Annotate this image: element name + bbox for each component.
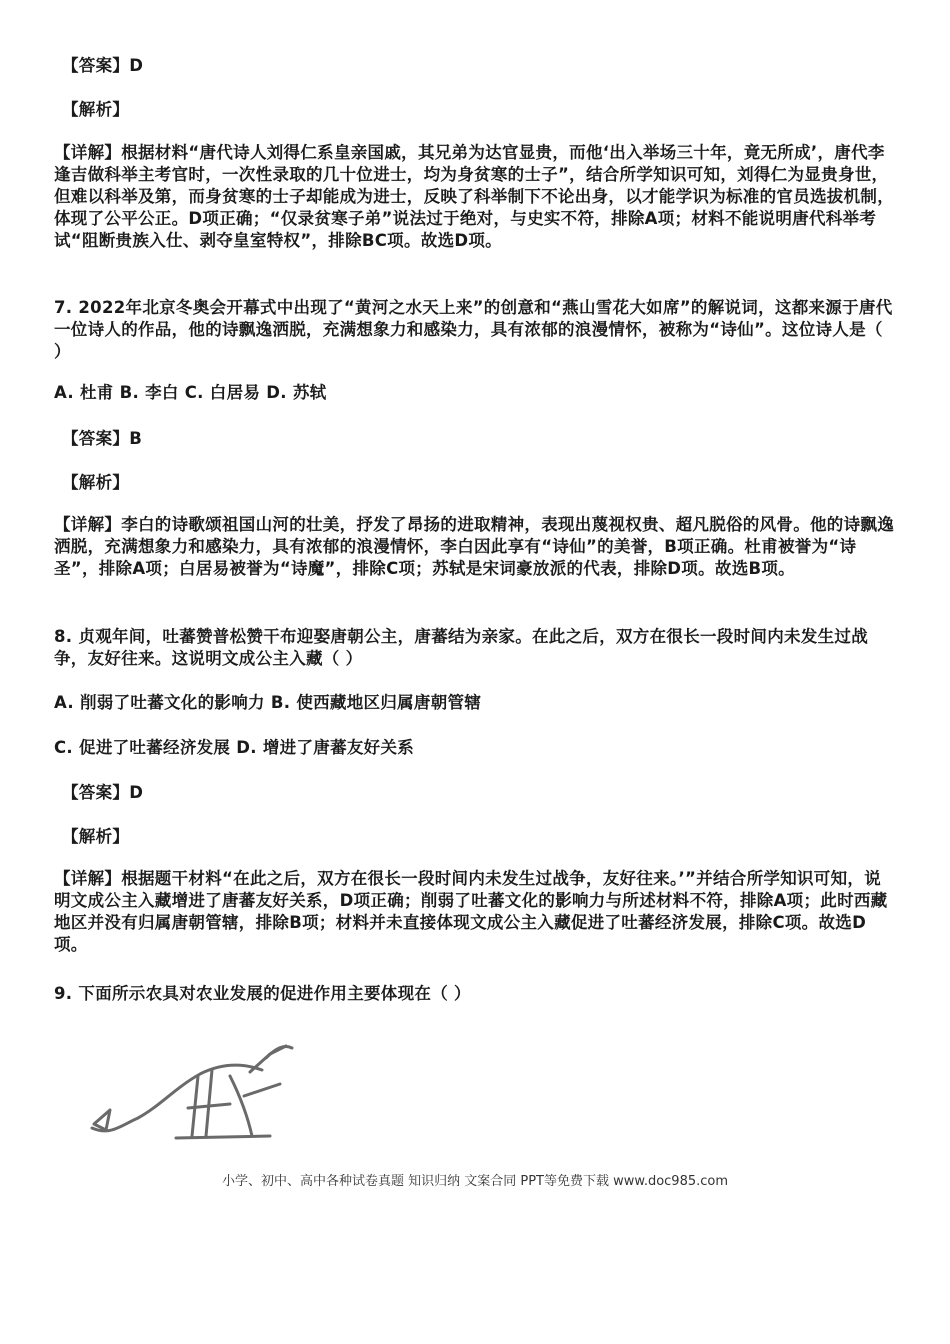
q6-analysis-heading: 【解析】 — [62, 100, 130, 119]
q8-options-row-1: A. 削弱了吐蕃文化的影响力 B. 使西藏地区归属唐朝管辖 — [54, 693, 482, 712]
q8-analysis-heading: 【解析】 — [62, 827, 130, 846]
q7-stem: 7. 2022年北京冬奥会开幕式中出现了“黄河之水天上来”的创意和“燕山雪花大如席”的解说词，这都来源于唐代一位诗人的作品，他的诗飘逸洒脱，充满想象力和感染力，具有浓郁的浪漫情怀，被称为“诗仙”。这位诗人是（ ） — [54, 298, 893, 361]
q7-answer: 【答案】B — [62, 429, 143, 448]
q8-answer: 【答案】D — [62, 783, 144, 802]
q6-answer: 【答案】D — [62, 56, 144, 75]
q8-stem: 8. 贞观年间，吐蕃赞普松赞干布迎娶唐朝公主，唐蕃结为亲家。在此之后，双方在很长一段时间内未发生过战争，友好往来。这说明文成公主入藏（ ） — [54, 627, 868, 668]
page-footer: 小学、初中、高中各种试卷真题 知识归纳 文案合同 PPT等免费下载 www.doc985.com — [221, 1174, 729, 1189]
q9-stem: 9. 下面所示农具对农业发展的促进作用主要体现在（ ） — [54, 984, 471, 1003]
q7-options: A. 杜甫 B. 李白 C. 白居易 D. 苏轼 — [54, 383, 327, 402]
q7-detail: 【详解】李白的诗歌颂祖国山河的壮美，抒发了昂扬的进取精神，表现出蔑视权贵、超凡脱俗的风骨。他的诗飘逸洒脱，充满想象力和感染力，具有浓郁的浪漫情怀，李白因此享有“诗仙”的美誉，B项正确。杜甫被誉为“诗圣”，排除A项；白居易被誉为“诗魔”，排除C项；苏轼是宋词豪放派的代表，排除D项。故选B项。 — [54, 515, 894, 578]
q7-analysis-heading: 【解析】 — [62, 473, 130, 492]
q8-detail: 【详解】根据题干材料“在此之后，双方在很长一段时间内未发生过战争，友好往来。’”并结合所学知识可知，说明文成公主入藏增进了唐蕃友好关系，D项正确；削弱了吐蕃文化的影响力与所述材料不符，排除A项；此时西藏地区并没有归属唐朝管辖，排除B项；材料并未直接体现文成公主入藏促进了吐蕃经济发展，排除C项。故选D项。 — [54, 869, 888, 954]
q6-detail: 【详解】根据材料“唐代诗人刘得仁系皇亲国戚，其兄弟为达官显贵，而他‘出入举场三十年，竟无所成’，唐代李逢吉做科举主考官时，一次性录取的几十位进士，均为身贫寒的士子”，结合所学知识可知，刘得仁为显贵身世，但难以科举及第，而身贫寒的士子却能成为进士，反映了科举制下不论出身，以才能学识为标准的官员选拔机制，体现了公平公正。D项正确；“仅录贫寒子弟”说法过于绝对，与史实不符，排除A项；材料不能说明唐代科举考试“阻断贵族入仕、剥夺皇室特权”，排除BC项。故选D项。 — [54, 143, 894, 250]
plough-sketch-icon — [80, 1036, 300, 1146]
q8-options-row-2: C. 促进了吐蕃经济发展 D. 增进了唐蕃友好关系 — [54, 738, 415, 757]
